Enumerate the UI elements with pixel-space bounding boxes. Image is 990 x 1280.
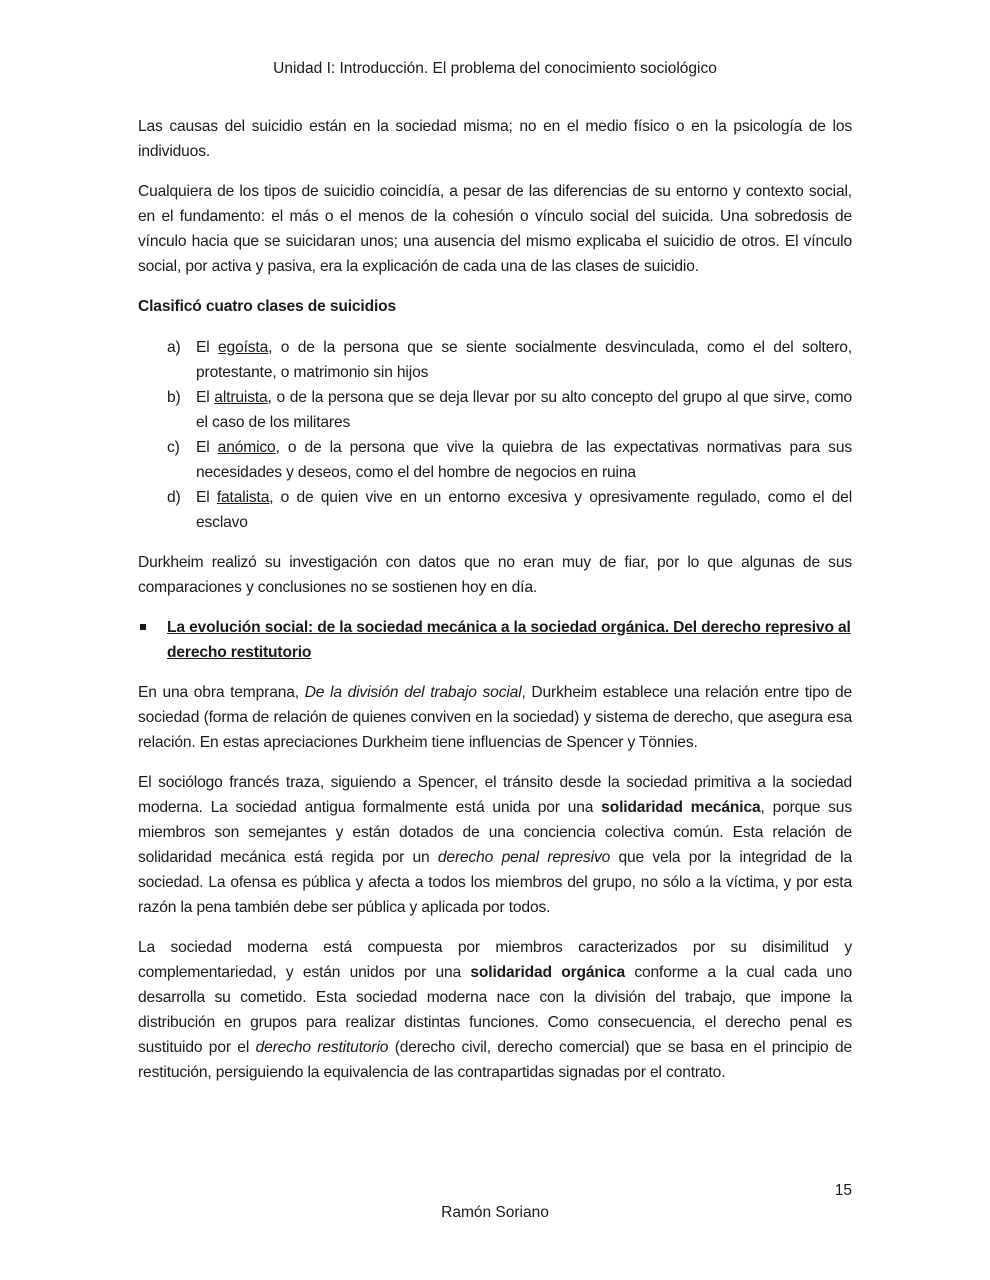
text-run: que vela por la integridad de la sociedad. La ofensa es pública y afecta a todos los miembros del grupo, no sólo a la víctima, y por esta razón la pena también debe ser pública y aplicada por todos. xyxy=(138,849,852,916)
term-derecho-restitutorio: derecho restitutorio xyxy=(255,1039,389,1056)
term-egoista: egoísta xyxy=(218,339,269,356)
term-fatalista: fatalista xyxy=(216,489,270,506)
paragraph-solidaridad-mecanica xyxy=(138,770,852,920)
item-description: , o de la persona que se siente socialmente desvinculada, como el del soltero, protestante, o matrimonio sin hijos xyxy=(196,339,853,381)
term-altruista: altruista xyxy=(214,389,268,406)
text-run: El sociólogo francés traza, siguiendo a Spencer, el tránsito desde la sociedad primitiva a la sociedad moderna. La sociedad antigua formalmente está unida por una xyxy=(138,774,852,816)
text-run: (derecho civil, derecho comercial) que se basa en el principio de restitución, persiguiendo la equivalencia de las contrapartidas signadas por el contrato. xyxy=(138,1039,853,1081)
list-item xyxy=(138,485,852,535)
list-item xyxy=(138,335,852,385)
term-solidaridad-organica: solidaridad orgánica xyxy=(470,964,626,981)
item-lead: El xyxy=(196,439,218,456)
square-bullet-icon xyxy=(140,624,146,630)
list-item xyxy=(138,385,852,435)
running-header: Unidad I: Introducción. El problema del conocimiento sociológico xyxy=(273,60,717,77)
item-lead: El xyxy=(196,389,215,406)
paragraph-durkheim-data: Durkheim realizó su investigación con datos que no eran muy de fiar, por lo que algunas de sus comparaciones y conclusiones no se sostienen hoy en día. xyxy=(138,554,852,596)
list-item xyxy=(138,435,852,485)
classification-heading: Clasificó cuatro clases de suicidios xyxy=(138,298,397,315)
item-description: , o de la persona que se deja llevar por su alto concepto del grupo al que sirve, como el caso de los militares xyxy=(196,389,853,431)
list-marker: a) xyxy=(167,339,181,356)
list-marker: d) xyxy=(167,489,181,506)
term-anomico: anómico xyxy=(217,439,276,456)
section-heading xyxy=(138,615,852,665)
paragraph-division-trabajo xyxy=(138,680,852,755)
footer-author: Ramón Soriano xyxy=(441,1204,549,1221)
text-run: conforme a la cual cada uno desarrolla su cometido. Esta sociedad moderna nace con la división del trabajo, que impone la distribución en grupos para realizar distintas funciones. Como consecuencia, el derecho penal es sustituido por el xyxy=(138,964,852,1056)
body-text xyxy=(138,114,852,1100)
text-run: La sociedad moderna está compuesta por miembros caracterizados por su disimilitud y complementariedad, y están unidos por una xyxy=(138,939,852,981)
paragraph-solidaridad-organica xyxy=(138,935,852,1085)
item-lead: El xyxy=(196,489,217,506)
item-description: , o de la persona que vive la quiebra de las expectativas normativas para sus necesidades y deseos, como el del hombre de negocios en ruina xyxy=(196,439,853,481)
item-lead: El xyxy=(196,339,219,356)
text-run: , porque sus miembros son semejantes y están dotados de una conciencia colectiva común. Esta relación de solidaridad mecánica está regida por un xyxy=(138,799,852,866)
term-solidaridad-mecanica: solidaridad mecánica xyxy=(601,799,761,816)
list-marker: c) xyxy=(167,439,180,456)
list-marker: b) xyxy=(167,389,181,406)
paragraph-suicide-types-cohesion: Cualquiera de los tipos de suicidio coincidía, a pesar de las diferencias de su entorno y contexto social, en el fundamento: el más o el menos de la cohesión o vínculo social del suicida. Una sobredosis de vínculo hacia que se suicidaran unos; una ausencia del mismo explicaba el suicidio de otros. El vínculo social, por activa y pasiva, era la explicación de cada una de las clases de suicidio. xyxy=(138,183,852,275)
item-description: , o de quien vive en un entorno excesiva y opresivamente regulado, como el del esclavo xyxy=(196,489,853,531)
book-title: De la división del trabajo social xyxy=(304,684,522,701)
page-number: 15 xyxy=(834,1182,852,1199)
section-title-text: La evolución social: de la sociedad mecánica a la sociedad orgánica. Del derecho represivo al derecho restitutorio xyxy=(167,619,851,661)
term-derecho-penal-represivo: derecho penal represivo xyxy=(437,849,611,866)
paragraph-suicide-causes: Las causas del suicidio están en la sociedad misma; no en el medio físico o en la psicología de los individuos. xyxy=(138,118,852,160)
text-run: , Durkheim establece una relación entre tipo de sociedad (forma de relación de quienes conviven en la sociedad) y sistema de derecho, que asegura esa relación. En estas apreciaciones Durkheim tiene influencias de Spencer y Tönnies. xyxy=(138,684,852,751)
suicide-types-list xyxy=(138,335,852,535)
text-run: En una obra temprana, xyxy=(138,684,305,701)
